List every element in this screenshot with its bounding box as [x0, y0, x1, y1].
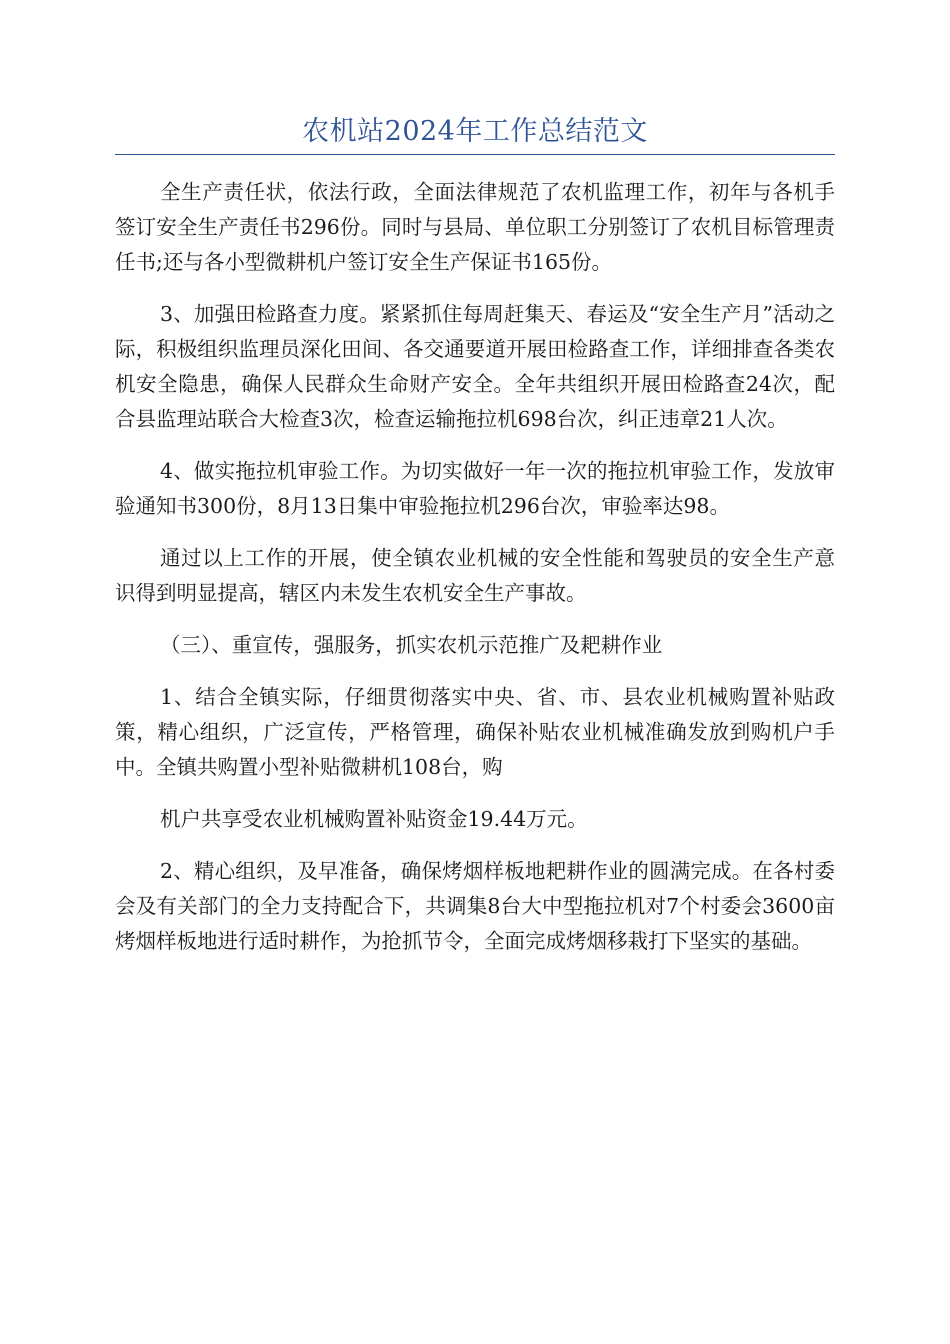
paragraph-safety-result: 通过以上工作的开展，使全镇农业机械的安全性能和驾驶员的安全生产意识得到明显提高，辖区内未发生农机安全生产事故。 — [115, 546, 835, 605]
paragraph-subsidy-policy: 1、结合全镇实际，仔细贯彻落实中央、省、市、县农业机械购置补贴政策，精心组织，广泛宣传，严格管理，确保补贴农业机械准确发放到购机户手中。全镇共购置小型补贴微耕机108台，购 — [115, 685, 835, 779]
paragraph-subsidy-funds: 机户共享受农业机械购置补贴资金19.44万元。 — [160, 807, 588, 831]
section-heading-promotion: （三）、重宣传，强服务，抓实农机示范推广及耙耕作业 — [160, 633, 663, 657]
paragraph-tractor-review: 4、做实拖拉机审验工作。为切实做好一年一次的拖拉机审验工作，发放审验通知书300份，8月13日集中审验拖拉机296台次，审验率达98。 — [115, 459, 835, 518]
paragraph-responsibility: 全生产责任状，依法行政，全面法律规范了农机监理工作，初年与各机手签订安全生产责任书296份。同时与县局、单位职工分别签订了农机目标管理责任书;还与各小型微耕机户签订安全生产保证书165份。 — [115, 180, 835, 274]
title-underline — [115, 154, 835, 155]
document-body — [115, 175, 835, 976]
paragraph-tobacco-plowing: 2、精心组织，及早准备，确保烤烟样板地耙耕作业的圆满完成。在各村委会及有关部门的全力支持配合下，共调集8台大中型拖拉机对7个村委会3600亩烤烟样板地进行适时耕作，为抢抓节令，全面完成烤烟移栽打下坚实的基础。 — [115, 859, 835, 953]
paragraph-field-inspection: 3、加强田检路查力度。紧紧抓住每周赶集天、春运及“安全生产月”活动之际，积极组织监理员深化田间、各交通要道开展田检路查工作，详细排查各类农机安全隐患，确保人民群众生命财产安全。全年共组织开展田检路查24次，配合县监理站联合大检查3次，检查运输拖拉机698台次，纠正违章21人次。 — [115, 302, 835, 431]
document-title: 农机站2024年工作总结范文 — [302, 116, 648, 147]
